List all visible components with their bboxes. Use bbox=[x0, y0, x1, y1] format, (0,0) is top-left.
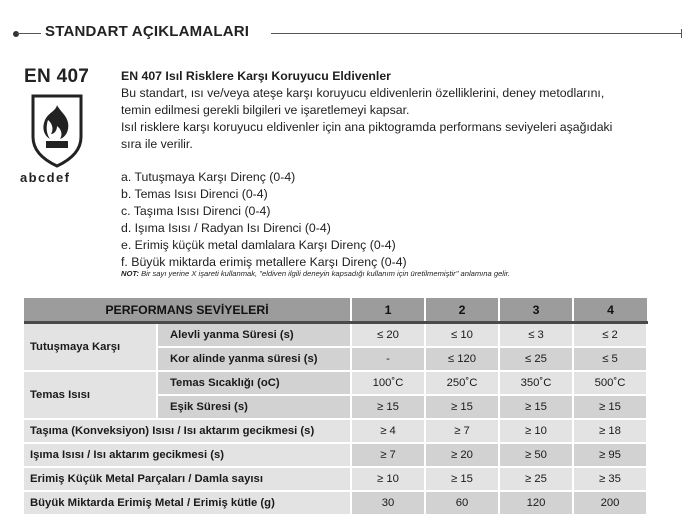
group-label: Tutuşmaya Karşı bbox=[24, 323, 157, 372]
header-rule-end bbox=[681, 29, 682, 38]
section-title: STANDART AÇIKLAMALARI bbox=[45, 23, 250, 40]
note-text: Bir sayı yerine X işareti kullanmak, "eldiven ilgili deneyin kapsadığı kullanım için üretilmemiştir" anlamına gelir. bbox=[139, 269, 511, 278]
table-cell: ≤ 2 bbox=[573, 323, 647, 348]
table-cell: ≤ 10 bbox=[425, 323, 499, 348]
standard-description bbox=[121, 85, 681, 153]
group-label: Temas Isısı bbox=[24, 371, 157, 419]
table-cell: 500˚C bbox=[573, 371, 647, 395]
row-label: Temas Sıcaklığı (oC) bbox=[157, 371, 351, 395]
note-label: NOT: bbox=[121, 269, 139, 278]
performance-table bbox=[24, 298, 648, 516]
table-cell: ≤ 20 bbox=[351, 323, 425, 348]
table-cell: ≥ 20 bbox=[425, 443, 499, 467]
table-header-row bbox=[24, 298, 647, 323]
table-cell: 120 bbox=[499, 491, 573, 515]
row-label: Taşıma (Konveksiyon) Isısı / Isı aktarım gecikmesi (s) bbox=[24, 419, 351, 443]
level-header: 1 bbox=[351, 298, 425, 323]
list-item: e. Erimiş küçük metal damlalara Karşı Direnç (0-4) bbox=[121, 238, 396, 252]
table-cell: ≥ 95 bbox=[573, 443, 647, 467]
list-item: c. Taşıma Isısı Direnci (0-4) bbox=[121, 204, 271, 218]
table-row bbox=[24, 371, 647, 395]
table-row bbox=[24, 323, 647, 348]
table-row bbox=[24, 491, 647, 515]
row-label: Eşik Süresi (s) bbox=[157, 395, 351, 419]
table-cell: ≥ 35 bbox=[573, 467, 647, 491]
table-header-title: PERFORMANS SEVİYELERİ bbox=[24, 298, 351, 323]
list-item: f. Büyük miktarda erimiş metallere Karşı Direnç (0-4) bbox=[121, 255, 407, 269]
row-label: Büyük Miktarda Erimiş Metal / Erimiş kütle (g) bbox=[24, 491, 351, 515]
table-cell: ≥ 4 bbox=[351, 419, 425, 443]
table-cell: 30 bbox=[351, 491, 425, 515]
table-cell: ≥ 15 bbox=[351, 395, 425, 419]
level-header: 2 bbox=[425, 298, 499, 323]
level-header: 4 bbox=[573, 298, 647, 323]
table-cell: ≥ 18 bbox=[573, 419, 647, 443]
table-cell: ≥ 7 bbox=[425, 419, 499, 443]
table-cell: 200 bbox=[573, 491, 647, 515]
list-item: a. Tutuşmaya Karşı Direnç (0-4) bbox=[121, 170, 296, 184]
performance-criteria-list bbox=[121, 169, 681, 271]
table-cell: ≥ 7 bbox=[351, 443, 425, 467]
table-cell: 60 bbox=[425, 491, 499, 515]
standard-title: EN 407 Isıl Risklere Karşı Koruyucu Eldivenler bbox=[121, 69, 391, 83]
table-cell: 250˚C bbox=[425, 371, 499, 395]
table-cell: ≤ 120 bbox=[425, 347, 499, 371]
pictogram-letters: abcdef bbox=[20, 170, 71, 185]
note bbox=[121, 269, 510, 278]
level-header: 3 bbox=[499, 298, 573, 323]
table-cell: ≥ 15 bbox=[425, 467, 499, 491]
table-row bbox=[24, 443, 647, 467]
bullet-dot bbox=[13, 31, 19, 37]
table-cell: ≤ 3 bbox=[499, 323, 573, 348]
description-line: sıra ile verilir. bbox=[121, 137, 193, 151]
table-row bbox=[24, 467, 647, 491]
table-cell: ≥ 15 bbox=[573, 395, 647, 419]
table-cell: ≤ 25 bbox=[499, 347, 573, 371]
row-label: Işıma Isısı / Isı aktarım gecikmesi (s) bbox=[24, 443, 351, 467]
table-cell: - bbox=[351, 347, 425, 371]
table-cell: 350˚C bbox=[499, 371, 573, 395]
list-item: b. Temas Isısı Direnci (0-4) bbox=[121, 187, 268, 201]
table-cell: ≥ 10 bbox=[351, 467, 425, 491]
row-label: Kor alinde yanma süresi (s) bbox=[157, 347, 351, 371]
flame-shield-icon bbox=[30, 93, 84, 169]
standard-code: EN 407 bbox=[24, 66, 90, 87]
list-item: d. Işıma Isısı / Radyan Isı Direnci (0-4) bbox=[121, 221, 331, 235]
row-label: Alevli yanma Süresi (s) bbox=[157, 323, 351, 348]
table-cell: ≥ 10 bbox=[499, 419, 573, 443]
section-header bbox=[0, 22, 694, 46]
row-label: Erimiş Küçük Metal Parçaları / Damla sayısı bbox=[24, 467, 351, 491]
table-cell: 100˚C bbox=[351, 371, 425, 395]
table-cell: ≥ 50 bbox=[499, 443, 573, 467]
table-cell: ≥ 15 bbox=[499, 395, 573, 419]
header-rule-left bbox=[17, 33, 41, 34]
description-line: Bu standart, ısı ve/veya ateşe karşı koruyucu eldivenlerin özelliklerini, deney metodlarını, bbox=[121, 86, 605, 100]
table-cell: ≤ 5 bbox=[573, 347, 647, 371]
description-line: Isıl risklere karşı koruyucu eldivenler için ana piktogramda performans seviyeleri aşağıdaki bbox=[121, 120, 613, 134]
table-cell: ≥ 15 bbox=[425, 395, 499, 419]
table-row bbox=[24, 419, 647, 443]
header-rule-right bbox=[271, 33, 681, 34]
table-cell: ≥ 25 bbox=[499, 467, 573, 491]
description-line: temin edilmesi gerekli bilgileri ve işaretlemeyi kapsar. bbox=[121, 103, 410, 117]
